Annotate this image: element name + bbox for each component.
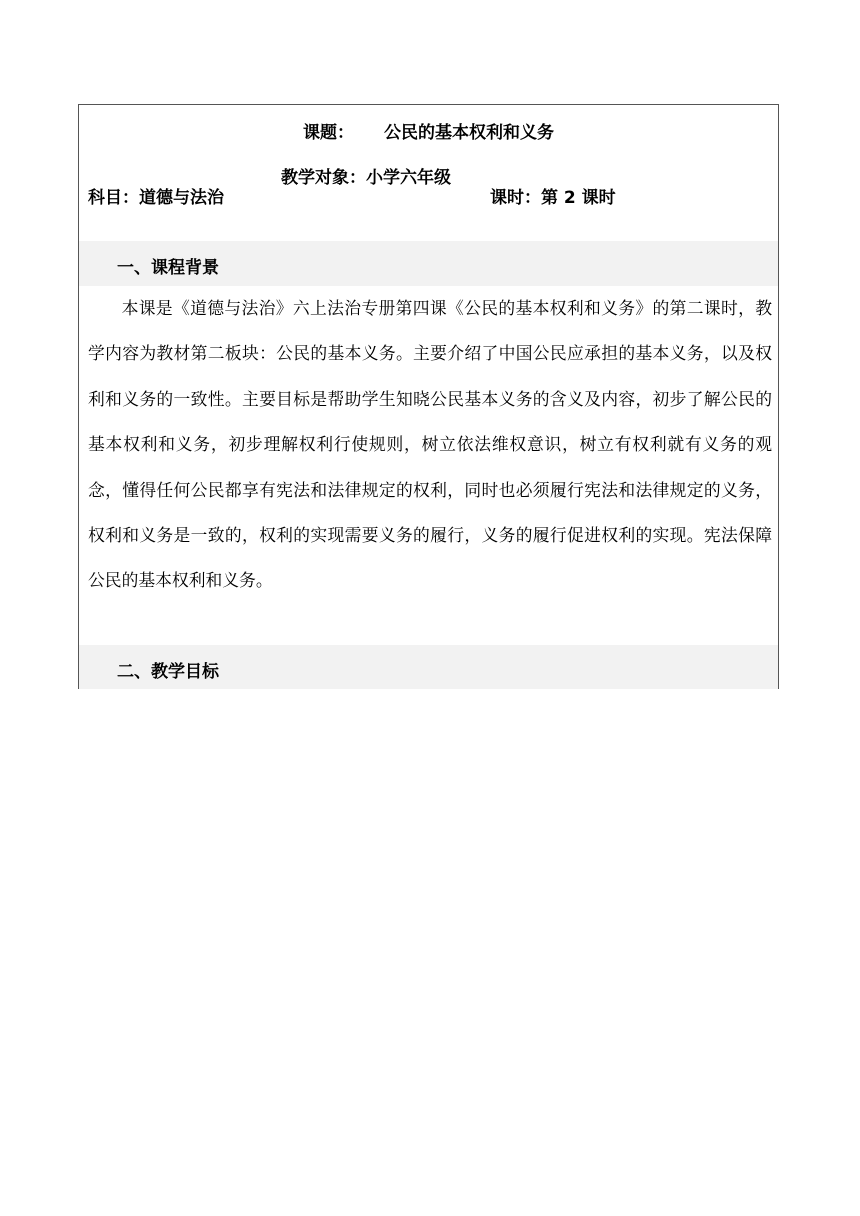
title-label: 课题： <box>303 123 354 143</box>
section-heading: 一、课程背景 <box>117 258 219 278</box>
lesson-plan-table <box>78 104 779 689</box>
audience-field: 教学对象：小学六年级 <box>281 168 451 188</box>
section-heading-goals-background <box>79 645 778 689</box>
section-heading-goals: 二、教学目标 <box>117 662 219 682</box>
subject-field: 科目：道德与法治 <box>88 188 224 208</box>
period-field: 课时：第 2 课时 <box>490 188 616 208</box>
section-body: 本课是《道德与法治》六上法治专册第四课《公民的基本权利和义务》的第二课时，教学内容为教材第二板块：公民的基本义务。主要介绍了中国公民应承担的基本义务，以及权利和义务的一致性。主要目标是帮助学生知晓公民基本义务的含义及内容，初步了解公民的基本权利和义务，初步理解权利行使规则，树立依法维权意识，树立有权利就有义务的观念，懂得任何公民都享有宪法和法律规定的权利，同时也必须履行宪法和法律规定的义务，权利和义务是一致的，权利的实现需要义务的履行，义务的履行促进权利的实现。宪法保障公民的基本权利和义务。 <box>88 298 772 591</box>
lesson-title: 公民的基本权利和义务 <box>384 123 554 143</box>
title-row <box>79 105 778 151</box>
section-heading-background <box>79 241 778 286</box>
meta-row <box>79 151 778 241</box>
